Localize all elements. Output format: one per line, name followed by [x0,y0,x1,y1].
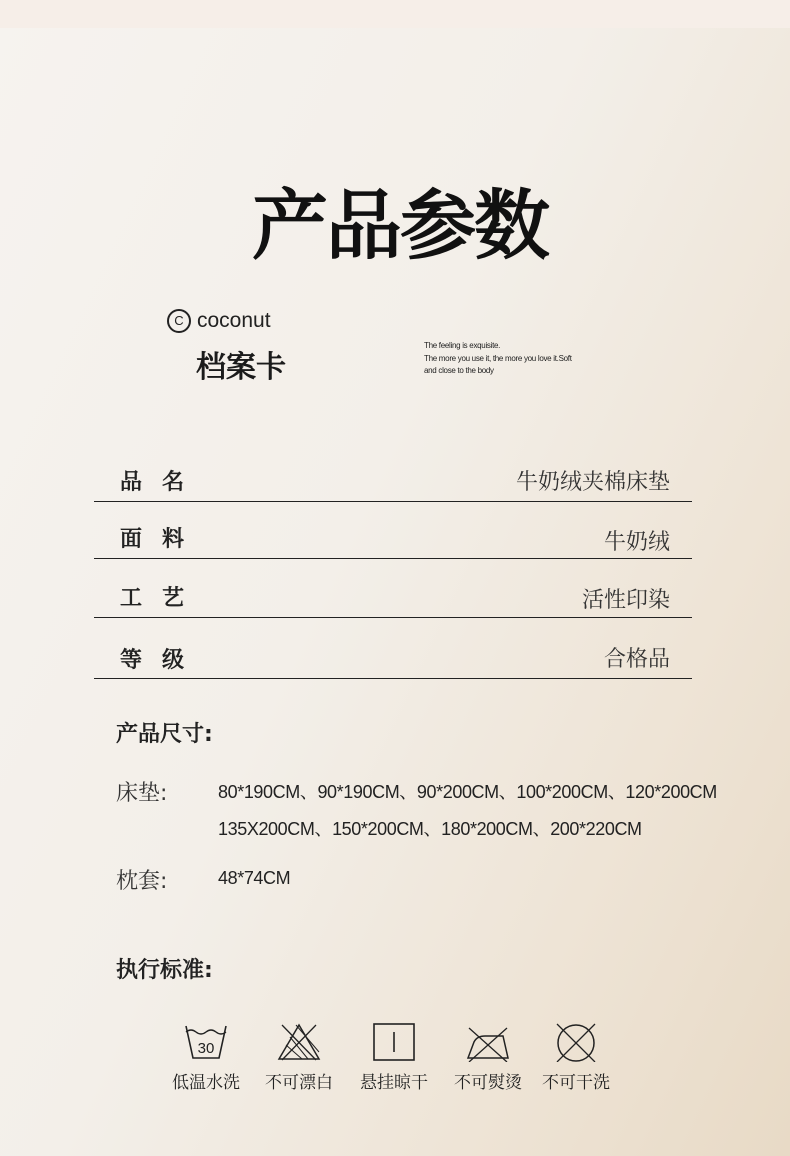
no-dry-clean-icon [553,1022,599,1062]
brand-name: coconut [197,309,271,332]
pillow-size: 48*74CM [218,868,291,888]
spec-row-process [94,558,692,618]
copyright-icon: C [167,309,191,333]
spec-row-name [94,455,692,502]
spec-value: 牛奶绒 [603,530,670,555]
hang-dry-icon [371,1022,417,1062]
tagline-line: The feeling is exquisite. [424,341,501,350]
care-item [528,1022,624,1093]
care-label: 不可漂白 [265,1073,333,1093]
spec-row-grade [94,617,692,679]
spec-label: 品名 [120,470,205,495]
standard-heading: 执行标准: [116,958,213,983]
tagline [424,340,572,378]
care-label: 不可干洗 [542,1073,610,1093]
mattress-sizes-line2: 135X200CM、150*200CM、180*200CM、200*220CM [218,819,642,839]
top-band [0,0,790,28]
no-iron-icon [465,1022,511,1062]
care-item [251,1022,347,1093]
care-item [158,1022,254,1093]
wash-temp: 30 [197,1040,215,1057]
tagline-line: and close to the body [424,366,494,375]
card-title: 档案卡 [196,350,286,385]
spec-value: 活性印染 [581,588,670,613]
spec-row-fabric [94,501,692,559]
wash-30-icon [183,1022,229,1062]
tagline-line: The more you use it, the more you love it.Soft [424,353,572,363]
spec-label: 工艺 [120,586,205,611]
care-label: 低温水洗 [172,1073,240,1093]
care-item [346,1022,442,1093]
brand-logo [167,309,271,333]
care-label: 悬挂晾干 [360,1073,428,1093]
spec-value: 合格品 [603,647,670,672]
pillow-label: 枕套: [116,869,168,894]
spec-label: 等级 [120,648,205,673]
mattress-sizes-line1: 80*190CM、90*190CM、90*200CM、100*200CM、120*200CM [218,782,717,802]
mattress-label: 床垫: [116,781,168,806]
care-item [440,1022,536,1093]
no-bleach-icon [276,1022,322,1062]
size-heading: 产品尺寸: [116,722,213,747]
care-label: 不可熨烫 [454,1073,522,1093]
spec-value: 牛奶绒夹棉床垫 [515,470,670,495]
page-title: 产品参数 [252,181,548,270]
spec-label: 面料 [120,527,205,552]
